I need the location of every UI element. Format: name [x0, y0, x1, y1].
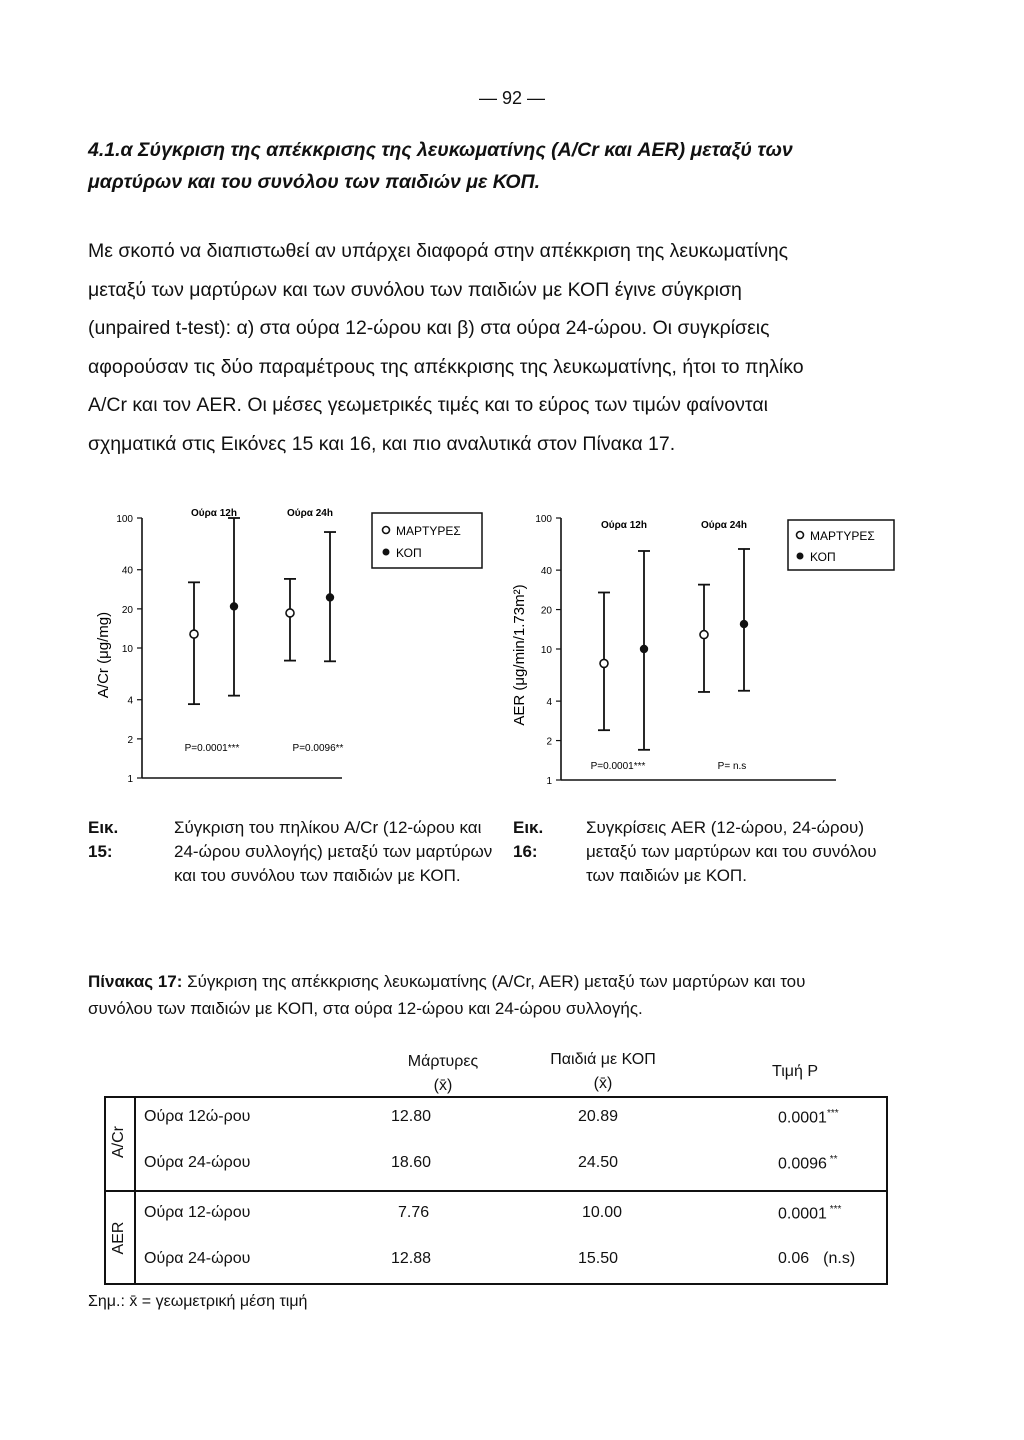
caption-line: των παιδιών με ΚΟΠ.	[586, 866, 747, 885]
legend-controls-label: ΜΑΡΤΥΡΕΣ	[810, 529, 875, 543]
significance-mark: ***	[826, 1204, 842, 1215]
y-tick-label: 4	[546, 697, 552, 709]
controls-mean-point	[600, 659, 608, 667]
legend-patients-label: ΚΟΠ	[810, 550, 836, 564]
significance-mark: ***	[826, 1108, 839, 1119]
y-tick-label: 4	[127, 695, 133, 707]
y-tick-label: 1	[546, 776, 552, 787]
table-note: Σημ.: x̄ = γεωμετρική μέση τιμή	[88, 1293, 308, 1310]
table-17-label: Πίνακας 17:	[88, 972, 183, 991]
plot-marks	[185, 508, 344, 754]
legend-patients-label: ΚΟΠ	[396, 546, 422, 560]
p-number: 0.0001	[778, 1109, 827, 1127]
header-patients-label: Παιδιά με ΚΟΠ	[550, 1051, 656, 1068]
patients-value: 15.50	[578, 1250, 619, 1267]
legend-controls-marker	[797, 532, 804, 539]
legend-controls-marker	[383, 527, 390, 534]
p-value-label: P=0.0001***	[184, 743, 240, 754]
table-row	[104, 1250, 888, 1274]
paragraph-line: A/Cr και τον AER. Οι μέσες γεωμετρικές τιμές και το εύρος των τιμών φαίνονται	[88, 394, 768, 417]
row-name: Ούρα 24-ώρου	[144, 1154, 251, 1171]
table-caption-line-1: Σύγκριση της απέκκρισης λευκωματίνης (A/Cr, AER) μεταξύ των μαρτύρων και του	[182, 972, 806, 991]
y-axis-label: AER (μg/min/1.73m²)	[511, 584, 528, 726]
p-value-label: P=0.0001***	[590, 761, 646, 772]
figure-15-chart	[80, 500, 500, 800]
section-title-line-2: μαρτύρων και του συνόλου των παιδιών με ΚΟΠ.	[88, 171, 541, 193]
paragraph-line: σχηματικά στις Εικόνες 15 και 16, και πιο αναλυτικά στον Πίνακα 17.	[88, 432, 676, 455]
header-controls-sub: (x̄)	[433, 1077, 453, 1094]
row-name: Ούρα 12ώ-ρου	[144, 1108, 251, 1125]
p-number: 0.06	[778, 1250, 810, 1267]
y-tick-label: 100	[535, 514, 552, 525]
y-tick-label: 20	[121, 604, 133, 616]
header-patients-sub: (x̄)	[593, 1075, 613, 1092]
patients-value: 10.00	[582, 1204, 623, 1221]
figure-16-chart	[500, 500, 920, 800]
page-number: — 92 —	[478, 88, 546, 108]
legend-box	[788, 520, 894, 570]
controls-value: 7.76	[398, 1204, 430, 1221]
row-name: Ούρα 12-ώρου	[144, 1204, 251, 1221]
header-p-value: Τιμή P	[772, 1063, 818, 1080]
table-row	[104, 1108, 888, 1132]
caption-line: Σύγκριση του πηλίκου A/Cr (12-ώρου και	[174, 818, 482, 837]
y-tick-label: 2	[127, 734, 133, 746]
significance-mark: (n.s)	[823, 1250, 856, 1267]
paragraph-line: (unpaired t-test): α) στα ούρα 12-ώρου και β) στα ούρα 24-ώρου. Οι συγκρίσεις	[88, 317, 770, 340]
group-label-aer: AER	[110, 1221, 127, 1255]
chart-legend	[372, 513, 482, 568]
p-value	[778, 1204, 841, 1223]
p-value	[778, 1108, 839, 1127]
y-tick-label: 40	[121, 565, 133, 577]
row-name: Ούρα 24-ώρου	[144, 1250, 251, 1267]
y-tick-label: 20	[540, 605, 552, 617]
caption-line: 24-ώρου συλλογής) μεταξύ των μαρτύρων	[174, 842, 493, 861]
group-label: Ούρα 12h	[191, 508, 237, 519]
legend-box	[372, 513, 482, 568]
controls-mean-point	[286, 609, 294, 617]
group-label: Ούρα 12h	[601, 520, 647, 531]
y-tick-label: 2	[546, 736, 552, 748]
p-number: 0.0096	[778, 1155, 827, 1173]
y-axis-ticks	[535, 514, 836, 787]
legend-patients-marker	[383, 549, 390, 556]
significance-mark: **	[826, 1154, 838, 1165]
patients-value: 20.89	[578, 1108, 619, 1125]
paragraph-line: Με σκοπό να διαπιστωθεί αν υπάρχει διαφορά στην απέκκριση της λευκωματίνης	[88, 240, 789, 262]
y-tick-label: 10	[540, 645, 552, 656]
patients-mean-point	[230, 602, 238, 610]
header-controls-label: Μάρτυρες	[407, 1053, 479, 1070]
header-patients	[518, 1048, 688, 1096]
p-value	[778, 1154, 838, 1173]
chart-legend	[788, 520, 894, 570]
y-tick-label: 10	[121, 644, 133, 655]
caption-line: και του συνόλου των παιδιών με ΚΟΠ.	[174, 866, 461, 885]
table-row	[104, 1204, 888, 1228]
group-label-acr: A/Cr	[110, 1126, 127, 1158]
patients-mean-point	[640, 645, 648, 653]
p-value-label: P= n.s	[717, 761, 747, 772]
body-paragraph	[88, 232, 948, 464]
table-17-caption	[88, 968, 948, 1022]
p-number: 0.0001	[778, 1205, 827, 1223]
y-axis-label: A/Cr (μg/mg)	[95, 611, 112, 699]
y-tick-label: 1	[127, 774, 133, 785]
y-tick-label: 100	[116, 514, 133, 525]
legend-controls-label: ΜΑΡΤΥΡΕΣ	[396, 524, 461, 538]
group-label: Ούρα 24h	[287, 508, 333, 519]
caption-line: μεταξύ των μαρτύρων και του συνόλου	[586, 842, 877, 861]
y-tick-label: 40	[540, 566, 552, 578]
paragraph-line: αφορούσαν τις δύο παραμέτρους της απέκκρισης της λευκωματίνης, ήτοι το πηλίκο	[88, 355, 804, 378]
header-controls	[358, 1050, 528, 1098]
legend-patients-marker	[797, 553, 804, 560]
controls-value: 12.80	[391, 1108, 432, 1125]
table-caption-line-2: συνόλου των παιδιών με ΚΟΠ, στα ούρα 12-ώρου και 24-ώρου συλλογής.	[88, 999, 643, 1018]
figure-16-label: Εικ. 16:	[513, 818, 544, 861]
table-row	[104, 1154, 888, 1178]
p-value-label: P=0.0096**	[292, 743, 344, 754]
controls-value: 12.88	[391, 1250, 432, 1267]
controls-mean-point	[190, 630, 198, 638]
patients-mean-point	[740, 620, 748, 628]
group-row-divider	[104, 1190, 888, 1192]
section-title	[88, 134, 948, 198]
patients-mean-point	[326, 593, 334, 601]
plot-marks	[591, 520, 750, 772]
group-label: Ούρα 24h	[701, 520, 747, 531]
controls-value: 18.60	[391, 1154, 432, 1171]
section-title-line-1: 4.1.α Σύγκριση της απέκκρισης της λευκωματίνης (A/Cr και AER) μεταξύ των	[88, 139, 793, 161]
table-17-body	[104, 1096, 888, 1285]
paragraph-line: μεταξύ των μαρτύρων και των συνόλου των παιδιών με ΚΟΠ έγινε σύγκριση	[88, 278, 742, 301]
figure-15-label: Εικ. 15:	[88, 818, 119, 861]
controls-mean-point	[700, 631, 708, 639]
p-value	[778, 1250, 855, 1268]
caption-line: Συγκρίσεις AER (12-ώρου, 24-ώρου)	[586, 818, 864, 837]
patients-value: 24.50	[578, 1154, 619, 1171]
